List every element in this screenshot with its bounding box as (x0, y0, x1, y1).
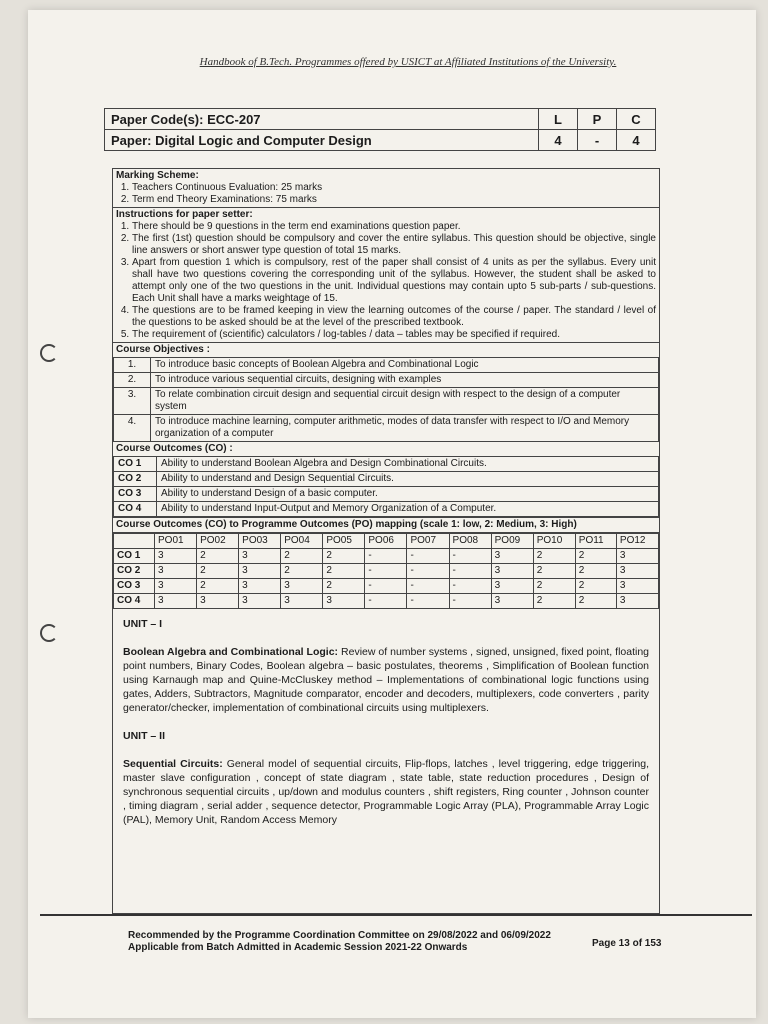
mapping-cell: 3 (616, 594, 658, 609)
mapping-cell: CO 4 (114, 594, 155, 609)
outcome-label: CO 4 (114, 502, 157, 517)
mapping-header-cell: PO11 (575, 534, 616, 549)
unit-heading: Sequential Circuits: (123, 758, 223, 770)
mapping-cell: 2 (533, 564, 575, 579)
unit-content (123, 757, 649, 827)
objective-text: To relate combination circuit design and sequential circuit design with respect to the design of a computer system (151, 388, 659, 415)
mapping-cell: 3 (239, 579, 281, 594)
table-row (114, 549, 659, 564)
mapping-cell: 3 (155, 564, 197, 579)
page-number: Page 13 of 153 (592, 938, 662, 949)
mapping-header-cell: PO07 (407, 534, 449, 549)
table-row (114, 415, 659, 442)
mapping-cell: CO 2 (114, 564, 155, 579)
instructions (113, 208, 659, 343)
objective-text: To introduce basic concepts of Boolean Algebra and Combinational Logic (151, 358, 659, 373)
co-po-mapping (113, 517, 659, 609)
mapping-cell: 2 (575, 594, 616, 609)
mapping-cell: - (449, 564, 491, 579)
footer-recommended: Recommended by the Programme Coordination Committee on 29/08/2022 and 06/09/2022 (128, 930, 551, 941)
punch-hole-mark (40, 344, 58, 362)
table-row (114, 457, 659, 472)
unit-title: UNIT – II (123, 730, 166, 742)
mapping-cell: - (365, 564, 407, 579)
instructions-title: Instructions for paper setter: (116, 209, 253, 220)
mapping-cell: 3 (239, 549, 281, 564)
mapping-header-cell: PO05 (323, 534, 365, 549)
lpc-header-l: L (539, 109, 578, 130)
marking-item: 1. Teachers Continuous Evaluation: 25 marks (132, 182, 656, 194)
mapping-cell: 2 (323, 564, 365, 579)
units-section (113, 609, 659, 849)
unit-body: General model of sequential circuits, Flip-flops, latches , level triggering, edge triggering, master slave configuration , concept of state diagram , state table, state reduction procedures , Design of synchronous sequential circuits , up/down and modulus counters , shift registers, Ring counter , Johnson counter , timing diagram , serial adder , sequence detector, Programmable Logic Array (PLA), Programmable Array Logic (PAL), Memory Unit, Random Access Memory (123, 758, 649, 826)
outcome-text: Ability to understand Input-Output and Memory Organization of a Computer. (157, 502, 659, 517)
instruction-item: 3. Apart from question 1 which is compulsory, rest of the paper shall consist of 4 units as per the syllabus. Every unit shall have two questions covering the corresponding unit of the syllabus. However, the student shall be asked to attempt only one of the two questions in the unit. Individual questions may contain upto 5 sub-parts / sub-questions. Each Unit shall have a marks weightage of 15. (132, 257, 656, 305)
paper-code: Paper Code(s): ECC-207 (105, 109, 539, 130)
lpc-value-l: 4 (539, 130, 578, 151)
mapping-header-cell: PO08 (449, 534, 491, 549)
mapping-cell: 3 (491, 564, 533, 579)
mapping-cell: 3 (491, 579, 533, 594)
objective-number: 4. (114, 415, 151, 442)
marking-scheme (113, 169, 659, 208)
mapping-header-cell: PO01 (155, 534, 197, 549)
mapping-cell: 2 (197, 579, 239, 594)
objective-text: To introduce various sequential circuits, designing with examples (151, 373, 659, 388)
mapping-header-cell: PO06 (365, 534, 407, 549)
outcomes-title: Course Outcomes (CO) : (116, 443, 233, 454)
mapping-header-row (114, 534, 659, 549)
instruction-item: 2. The first (1st) question should be compulsory and cover the entire syllabus. This question should be objective, single line answers or short answer type question of total 15 marks. (132, 233, 656, 257)
paper-name: Paper: Digital Logic and Computer Design (105, 130, 539, 151)
paper-info-table (104, 108, 656, 151)
table-row (114, 487, 659, 502)
outcomes-table (113, 456, 659, 517)
lpc-header-p: P (578, 109, 617, 130)
lpc-header-c: C (617, 109, 656, 130)
unit-heading: Boolean Algebra and Combinational Logic: (123, 646, 339, 658)
footer-divider (40, 914, 752, 916)
mapping-header-cell (114, 534, 155, 549)
objectives-table (113, 357, 659, 442)
mapping-cell: 2 (197, 564, 239, 579)
mapping-cell: 3 (239, 594, 281, 609)
mapping-cell: 2 (575, 579, 616, 594)
table-row (114, 594, 659, 609)
course-outcomes (113, 442, 659, 517)
mapping-cell: 2 (575, 564, 616, 579)
footer-applicable: Applicable from Batch Admitted in Academic Session 2021-22 Onwards (128, 942, 468, 953)
mapping-title: Course Outcomes (CO) to Programme Outcomes (PO) mapping (scale 1: low, 2: Medium, 3: High) (113, 517, 659, 533)
mapping-cell: 2 (533, 549, 575, 564)
unit-title: UNIT – I (123, 618, 163, 630)
mapping-cell: - (365, 579, 407, 594)
instruction-item: 5. The requirement of (scientific) calculators / log-tables / data – tables may be specified if required. (132, 329, 656, 341)
objective-text: To introduce machine learning, computer arithmetic, modes of data transfer with respect to I/O and Memory organization of a computer (151, 415, 659, 442)
mapping-cell: 3 (155, 594, 197, 609)
mapping-cell: 3 (281, 594, 323, 609)
unit-body: Review of number systems , signed, unsigned, fixed point, floating point numbers, Binary Codes, Boolean algebra – basic postulates, theorems , Simplification of Boolean function using Karnaugh map and Quine-McCluskey method – Implementations of combinational logic functions using gates, Adders, Subtractors, Magnitude comparator, encoder and decoders, multiplexers, code converters , parity generator/checker, implementation of combinational circuits using multiplexers. (123, 646, 650, 714)
mapping-cell: - (449, 594, 491, 609)
mapping-header-cell: PO09 (491, 534, 533, 549)
mapping-cell: 3 (616, 564, 658, 579)
lpc-value-p: - (578, 130, 617, 151)
mapping-cell: 2 (575, 549, 616, 564)
mapping-cell: - (407, 564, 449, 579)
table-row (114, 373, 659, 388)
mapping-cell: CO 1 (114, 549, 155, 564)
mapping-cell: - (449, 549, 491, 564)
mapping-cell: 3 (323, 594, 365, 609)
mapping-cell: 3 (616, 579, 658, 594)
punch-hole-mark (40, 624, 58, 642)
syllabus-box (112, 168, 660, 914)
table-row (114, 388, 659, 415)
mapping-cell: 3 (491, 549, 533, 564)
mapping-cell: 2 (281, 564, 323, 579)
mapping-cell: 3 (281, 579, 323, 594)
objective-number: 3. (114, 388, 151, 415)
mapping-cell: - (407, 549, 449, 564)
mapping-header-cell: PO02 (197, 534, 239, 549)
mapping-table (113, 533, 659, 609)
table-row (114, 502, 659, 517)
mapping-cell: 3 (155, 549, 197, 564)
outcome-text: Ability to understand Boolean Algebra and Design Combinational Circuits. (157, 457, 659, 472)
marking-title: Marking Scheme: (116, 170, 199, 181)
mapping-cell: 2 (533, 594, 575, 609)
footer (128, 930, 551, 954)
objectives-title: Course Objectives : (116, 344, 210, 355)
instruction-item: 1. There should be 9 questions in the term end examinations question paper. (132, 221, 656, 233)
mapping-cell: 3 (616, 549, 658, 564)
mapping-cell: 3 (239, 564, 281, 579)
table-row (114, 472, 659, 487)
outcome-text: Ability to understand and Design Sequential Circuits. (157, 472, 659, 487)
table-row (114, 358, 659, 373)
table-row (114, 564, 659, 579)
outcome-label: CO 2 (114, 472, 157, 487)
outcome-text: Ability to understand Design of a basic computer. (157, 487, 659, 502)
instruction-item: 4. The questions are to be framed keeping in view the learning outcomes of the course / paper. The standard / level of the questions to be asked should be at the level of the prescribed textbook. (132, 305, 656, 329)
mapping-cell: - (407, 579, 449, 594)
marking-item: 2. Term end Theory Examinations: 75 marks (132, 194, 656, 206)
mapping-cell: 3 (155, 579, 197, 594)
mapping-cell: - (449, 579, 491, 594)
mapping-cell: 2 (197, 549, 239, 564)
outcome-label: CO 1 (114, 457, 157, 472)
mapping-cell: 2 (323, 549, 365, 564)
handbook-header: Handbook of B.Tech. Programmes offered by USICT at Affiliated Institutions of the University. (199, 56, 617, 68)
mapping-cell: 3 (491, 594, 533, 609)
objective-number: 1. (114, 358, 151, 373)
mapping-cell: 2 (281, 549, 323, 564)
unit-content (123, 645, 649, 715)
objective-number: 2. (114, 373, 151, 388)
mapping-header-cell: PO03 (239, 534, 281, 549)
table-row (114, 579, 659, 594)
mapping-cell: - (365, 594, 407, 609)
mapping-cell: - (407, 594, 449, 609)
mapping-header-cell: PO12 (616, 534, 658, 549)
mapping-cell: 3 (197, 594, 239, 609)
outcome-label: CO 3 (114, 487, 157, 502)
mapping-header-cell: PO10 (533, 534, 575, 549)
mapping-cell: 2 (323, 579, 365, 594)
course-objectives (113, 343, 659, 442)
mapping-cell: 2 (533, 579, 575, 594)
mapping-header-cell: PO04 (281, 534, 323, 549)
mapping-cell: - (365, 549, 407, 564)
lpc-value-c: 4 (617, 130, 656, 151)
mapping-cell: CO 3 (114, 579, 155, 594)
